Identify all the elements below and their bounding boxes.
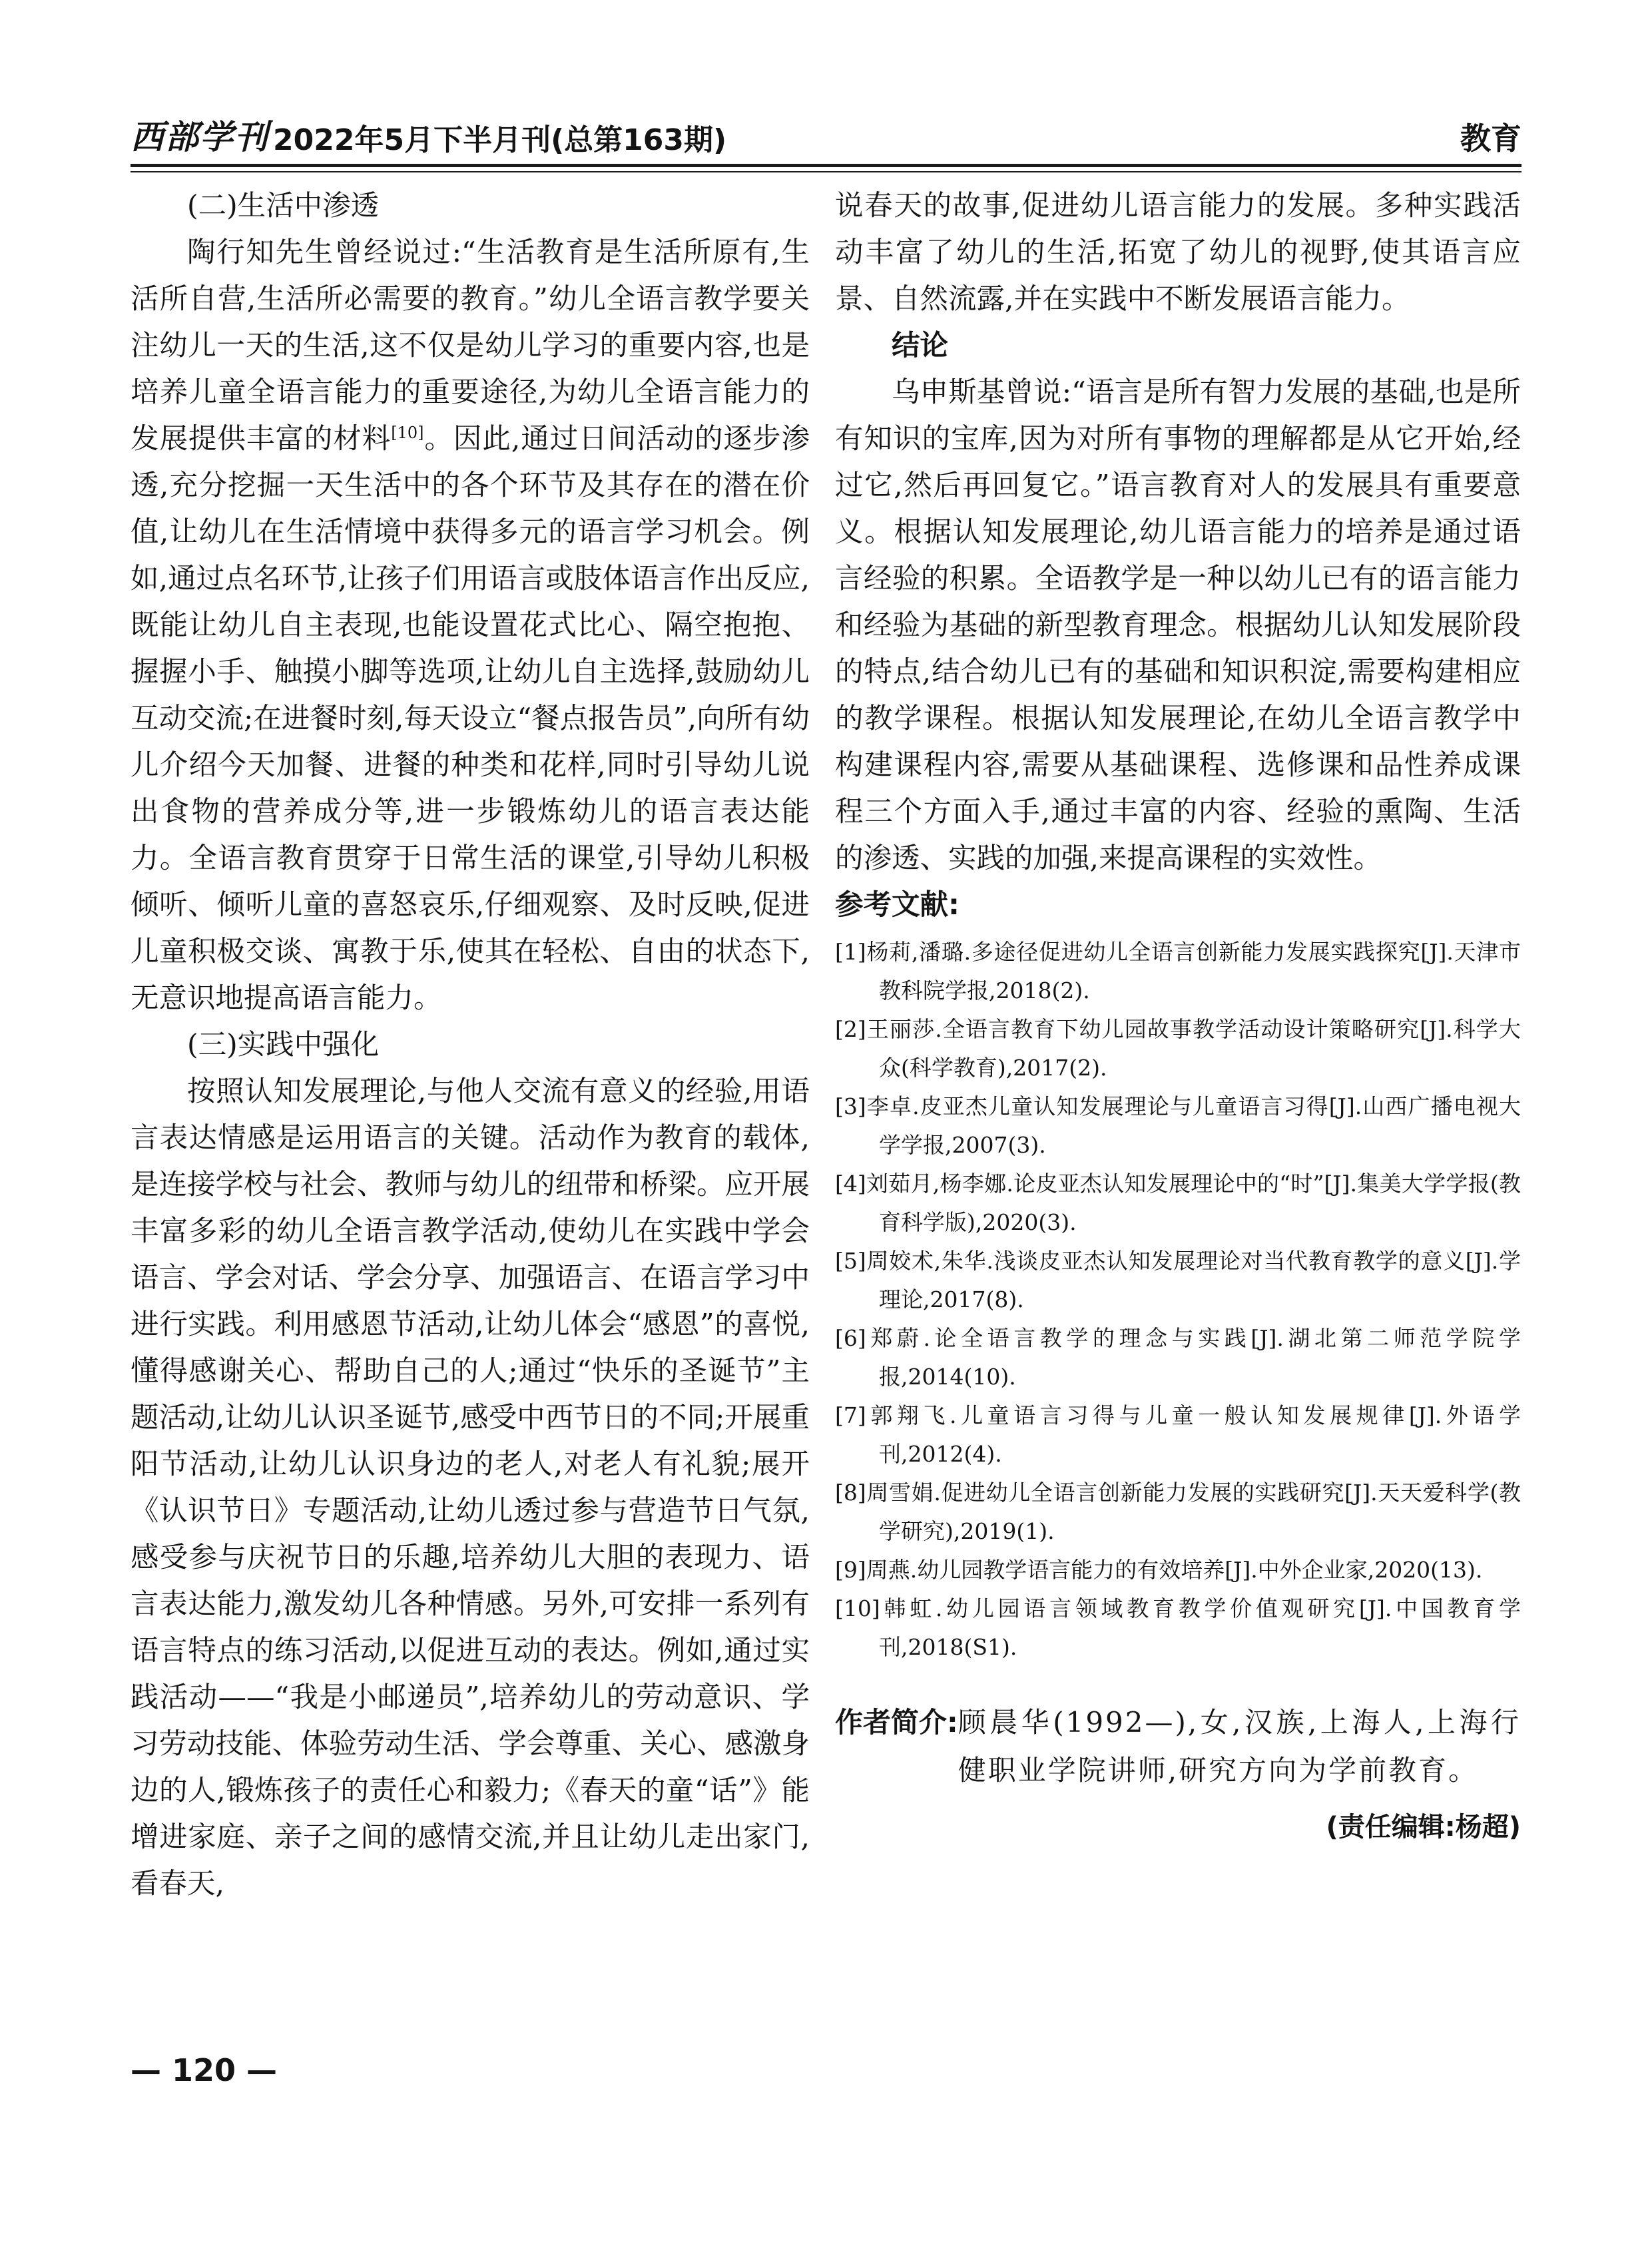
paragraph-life <box>131 230 810 1022</box>
header-left <box>131 111 726 158</box>
conclusion-title: 结论 <box>892 330 949 362</box>
author-bio-text: 顾晨华(1992—),女,汉族,上海人,上海行健职业学院讲师,研究方向为学前教育。 <box>958 1706 1521 1787</box>
header-rule-thin <box>131 171 1521 172</box>
header-rule-thick <box>131 164 1521 167</box>
reference-item: [9]周燕.幼儿园教学语言能力的有效培养[J].中外企业家,2020(13). <box>835 1557 1483 1583</box>
page-number: — 120 — <box>131 2052 278 2088</box>
reference-item: [10]韩虹.幼儿园语言领域教育教学价值观研究[J].中国教育学刊,2018(S1). <box>835 1595 1521 1660</box>
reference-item: [7]郭翔飞.儿童语言习得与儿童一般认知发展规律[J].外语学刊,2012(4). <box>835 1402 1521 1467</box>
conclusion-paragraph: 乌申斯基曾说:“语言是所有智力发展的基础,也是所有知识的宝库,因为对所有事物的理解都是从它开始,经过它,然后再回复它。”语言教育对人的发展具有重要意义。根据认知发展理论,幼儿语言能力的培养是通过语言经验的积累。全语教学是一种以幼儿已有的语言能力和经验为基础的新型教育理念。根据幼儿认知发展阶段的特点,结合幼儿已有的基础和知识积淀,需要构建相应的教学课程。根据认知发展理论,在幼儿全语言教学中构建课程内容,需要从基础课程、选修课和品性养成课程三个方面入手,通过丰富的内容、经验的熏陶、生活的渗透、实践的加强,来提高课程的实效性。 <box>835 376 1521 875</box>
subsection-title-3: (三)实践中强化 <box>187 1029 380 1061</box>
reference-item: [4]刘茹月,杨李娜.论皮亚杰认知发展理论中的“时”[J].集美大学学报(教育科学版),2020(3). <box>835 1171 1521 1235</box>
paragraph-practice: 按照认知发展理论,与他人交流有意义的经验,用语言表达情感是运用语言的关键。活动作为教育的载体,是连接学校与社会、教师与幼儿的纽带和桥梁。应开展丰富多彩的幼儿全语言教学活动,使幼儿在实践中学会语言、学会对话、学会分享、加强语言、在语言学习中进行实践。利用感恩节活动,让幼儿体会“感恩”的喜悦,懂得感谢关心、帮助自己的人;通过“快乐的圣诞节”主题活动,让幼儿认识圣诞节,感受中西节日的不同;开展重阳节活动,让幼儿认识身边的老人,对老人有礼貌;展开《认识节日》专题活动,让幼儿透过参与营造节日气氛,感受参与庆祝节日的乐趣,培养幼儿大胆的表现力、语言表达能力,激发幼儿各种情感。另外,可安排一系列有语言特点的练习活动,以促进互动的表达。例如,通过实践活动——“我是小邮递员”,培养幼儿的劳动意识、学习劳动技能、体验劳动生活、学会尊重、关心、感激身边的人,锻炼孩子的责任心和毅力;《春天的童“话”》能增进家庭、亲子之间的感情交流,并且让幼儿走出家门,看春天, <box>131 1075 810 1900</box>
paragraph-life-text-b: 。因此,通过日间活动的逐步渗透,充分挖掘一天生活中的各个环节及其存在的潜在价值,让幼儿在生活情境中获得多元的语言学习机会。例如,通过点名环节,让孩子们用语言或肢体语言作出反应,既能让幼儿自主表现,也能设置花式比心、隔空抱抱、握握小手、触摸小脚等选项,让幼儿自主选择,鼓励幼儿互动交流;在进餐时刻,每天设立“餐点报告员”,向所有幼儿介绍今天加餐、进餐的种类和花样,同时引导幼儿说出食物的营养成分等,进一步锻炼幼儿的语言表达能力。全语言教育贯穿于日常生活的课堂,引导幼儿积极倾听、倾听儿童的喜怒哀乐,仔细观察、及时反映,促进儿童积极交谈、寓教于乐,使其在轻松、自由的状态下,无意识地提高语言能力。 <box>131 423 810 1015</box>
reference-item: [1]杨莉,潘璐.多途径促进幼儿全语言创新能力发展实践探究[J].天津市教科院学报,2018(2). <box>835 939 1521 1003</box>
right-column <box>835 183 1521 1850</box>
responsible-editor: (责任编辑:杨超) <box>1326 1812 1521 1842</box>
reference-list <box>835 933 1521 1667</box>
running-header <box>131 112 1521 158</box>
reference-item: [8]周雪娟.促进幼儿全语言创新能力发展的实践研究[J].天天爱科学(教学研究),2019(1). <box>835 1480 1521 1544</box>
reference-item: [3]李卓.皮亚杰儿童认知发展理论与儿童语言习得[J].山西广播电视大学学报,2007(3). <box>835 1093 1521 1158</box>
reference-item: [5]周姣术,朱华.浅谈皮亚杰认知发展理论对当代教育教学的意义[J].学理论,2017(8). <box>835 1248 1521 1312</box>
reference-item: [2]王丽莎.全语言教育下幼儿园故事教学活动设计策略研究[J].科学大众(科学教育),2017(2). <box>835 1016 1521 1081</box>
references-title: 参考文献: <box>835 889 960 922</box>
paragraph-continued: 说春天的故事,促进幼儿语言能力的发展。多种实践活动丰富了幼儿的生活,拓宽了幼儿的视野,使其语言应景、自然流露,并在实践中不断发展语言能力。 <box>835 190 1521 316</box>
journal-logo: 西部学刊 <box>131 117 269 156</box>
reference-item: [6]郑蔚.论全语言教学的理念与实践[J].湖北第二师范学院学报,2014(10). <box>835 1325 1521 1390</box>
author-bio <box>835 1699 1521 1795</box>
issue-info: 2022年5月下半月刊(总第163期) <box>273 123 727 157</box>
citation-mark: [10] <box>391 423 424 442</box>
subsection-title-2: (二)生活中渗透 <box>187 190 380 222</box>
author-bio-label: 作者简介: <box>835 1706 958 1739</box>
section-name: 教育 <box>1460 121 1521 156</box>
paragraph-life-text-a: 陶行知先生曾经说过:“生活教育是生活所原有,生活所自营,生活所必需要的教育。”幼儿全语言教学要关注幼儿一天的生活,这不仅是幼儿学习的重要内容,也是培养儿童全语言能力的重要途径,为幼儿全语言能力的发展提供丰富的材料 <box>131 236 810 455</box>
left-column <box>131 183 810 1908</box>
